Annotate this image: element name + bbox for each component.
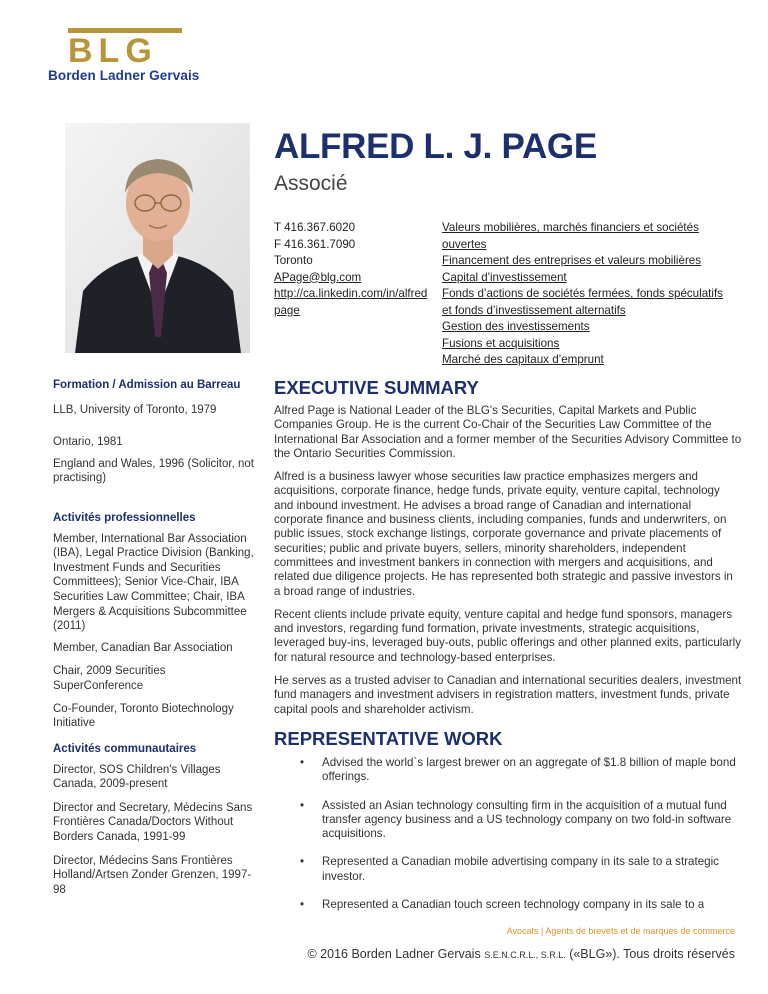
- email-link[interactable]: APage@blg.com: [274, 270, 362, 284]
- practice-link[interactable]: ouvertes: [442, 237, 487, 251]
- practice-link[interactable]: Valeurs mobilières, marchés financiers et sociétés: [442, 221, 699, 234]
- community-item: Director and Secretary, Médecins Sans Frontières Canada/Doctors Without Borders Canada, 1991-99: [53, 801, 253, 843]
- practice-link[interactable]: Financement des entreprises et valeurs mobilières: [442, 254, 702, 267]
- professional-item: Co-Founder, Toronto Biotechnology Initiative: [53, 702, 234, 730]
- professional-heading: Activités professionnelles: [53, 512, 196, 524]
- work-item: [274, 756, 742, 785]
- work-item-text: Represented a Canadian touch screen technology company in its sale to a: [322, 898, 705, 912]
- education-item: LLB, University of Toronto, 1979: [53, 403, 217, 416]
- community-item: Director, SOS Children's Villages Canada, 2009-present: [53, 763, 221, 791]
- person-name: ALFRED L. J. PAGE: [274, 127, 597, 166]
- bullet: •: [300, 798, 305, 812]
- practice-link[interactable]: et fonds d’investissement alternatifs: [442, 303, 626, 317]
- education-heading: Formation / Admission au Barreau: [53, 379, 241, 391]
- education-item: Ontario, 1981: [53, 436, 123, 449]
- linkedin-link[interactable]: http://ca.linkedin.com/in/alfred: [274, 287, 428, 300]
- bullet: •: [300, 756, 305, 769]
- practice-link[interactable]: Gestion des investissements: [442, 320, 590, 333]
- summary-paragraph: Alfred is a business lawyer whose securities law practice emphasizes mergers and acquisitions, corporate finance, hedge funds, private equity, venture capital, technology and inbound investment. He advises a broad range of Canadian and international corporate finance and business clients, including companies, funds and underwriters, on public issues, stock exchange listings, corporate governance and private placements of securities; public and private buyers, sellers, minority shareholders, independent committees and investment bankers in connection with mergers and acquisitions, and related due diligence projects. He has represented both strategic and passive investors in a broad range of industries.: [274, 470, 733, 598]
- bullet: •: [300, 898, 305, 912]
- practice-link[interactable]: Marché des capitaux d’emprunt: [442, 353, 604, 366]
- practice-areas: [442, 220, 742, 369]
- blg-logo-mark: [48, 28, 184, 64]
- community-heading: Activités communautaires: [53, 743, 197, 755]
- contact-block: [274, 220, 444, 319]
- community-section: [53, 742, 258, 897]
- summary-paragraph: Alfred Page is National Leader of the BLG's Securities, Capital Markets and Public Companies Group. He is the current Co-Chair of the Securities Law Committee of the International Bar Association and a former member of the Securities Advisory Committee to the Ontario Securities Commission.: [274, 404, 742, 460]
- copyright-small: S.E.N.C.R.L., S.R.L.: [484, 950, 566, 960]
- professional-item: Member, Canadian Bar Association: [53, 641, 233, 654]
- summary-paragraph: Recent clients include private equity, venture capital and hedge fund sponsors, managers and investors, regarding fund formation, private investments, strategic acquisitions, leveraged buy-ins, leveraged buy-outs, public offerings and other planned exits, particularly for natural resource and technology-based enterprises.: [274, 607, 742, 664]
- education-item: England and Wales, 1996 (Solicitor, not practising): [53, 457, 254, 485]
- work-heading: REPRESENTATIVE WORK: [274, 728, 503, 749]
- footer-links[interactable]: Avocats | Agents de brevets et de marques de commerce: [506, 926, 735, 936]
- copyright: [0, 947, 735, 961]
- linkedin-link-cont[interactable]: page: [274, 303, 300, 317]
- work-item-text: Assisted an Asian technology consulting firm in the acquisition of a mutual fund transfer agency business and a US technology company on two fold-in software acquisitions.: [322, 798, 732, 841]
- practice-link[interactable]: Fonds d’actions de sociétés fermées, fonds spéculatifs: [442, 287, 723, 300]
- professional-section: [53, 511, 258, 731]
- work-item-text: Represented a Canadian mobile advertising company in its sale to a strategic investor.: [322, 855, 719, 883]
- work-item: [274, 855, 742, 884]
- work-item-text: Advised the world`s largest brewer on an aggregate of $1.8 billion of maple bond offerings.: [322, 756, 736, 784]
- practice-link[interactable]: Fusions et acquisitions: [442, 336, 560, 350]
- person-title: Associé: [274, 172, 348, 195]
- work-list: [274, 756, 742, 926]
- logo-text: BLG: [68, 32, 158, 64]
- practice-link[interactable]: Capital d'investissement: [442, 270, 567, 284]
- summary-body: [274, 404, 742, 726]
- education-section: [53, 378, 258, 486]
- copyright-main: © 2016 Borden Ladner Gervais: [307, 947, 485, 961]
- profile-photo: [65, 123, 250, 353]
- professional-item: Member, International Bar Association (IBA), Legal Practice Division (Banking, Investment Funds and Securities Committees); Senior Vice-Chair, IBA Securities Law Committee; Chair, IBA Mergers & Acquisitions Subcommittee (2011): [53, 532, 254, 633]
- city: Toronto: [274, 254, 313, 267]
- firm-name: Borden Ladner Gervais: [48, 68, 200, 83]
- work-item: [274, 898, 742, 912]
- community-item: Director, Médecins Sans Frontières Holland/Artsen Zonder Grenzen, 1997-98: [53, 854, 252, 896]
- copyright-end: («BLG»). Tous droits réservés: [565, 947, 735, 961]
- blg-logo: [48, 28, 200, 83]
- fax: F 416.361.7090: [274, 237, 356, 251]
- professional-item: Chair, 2009 Securities SuperConference: [53, 665, 166, 692]
- summary-paragraph: He serves as a trusted adviser to Canadian and international securities dealers, investment fund managers and investment advisers in registration matters, investment funds, private capital pools and shareholder activism.: [274, 674, 742, 716]
- summary-heading: EXECUTIVE SUMMARY: [274, 377, 479, 398]
- bullet: •: [300, 855, 305, 869]
- work-item: [274, 799, 742, 842]
- phone: T 416.367.6020: [274, 221, 356, 234]
